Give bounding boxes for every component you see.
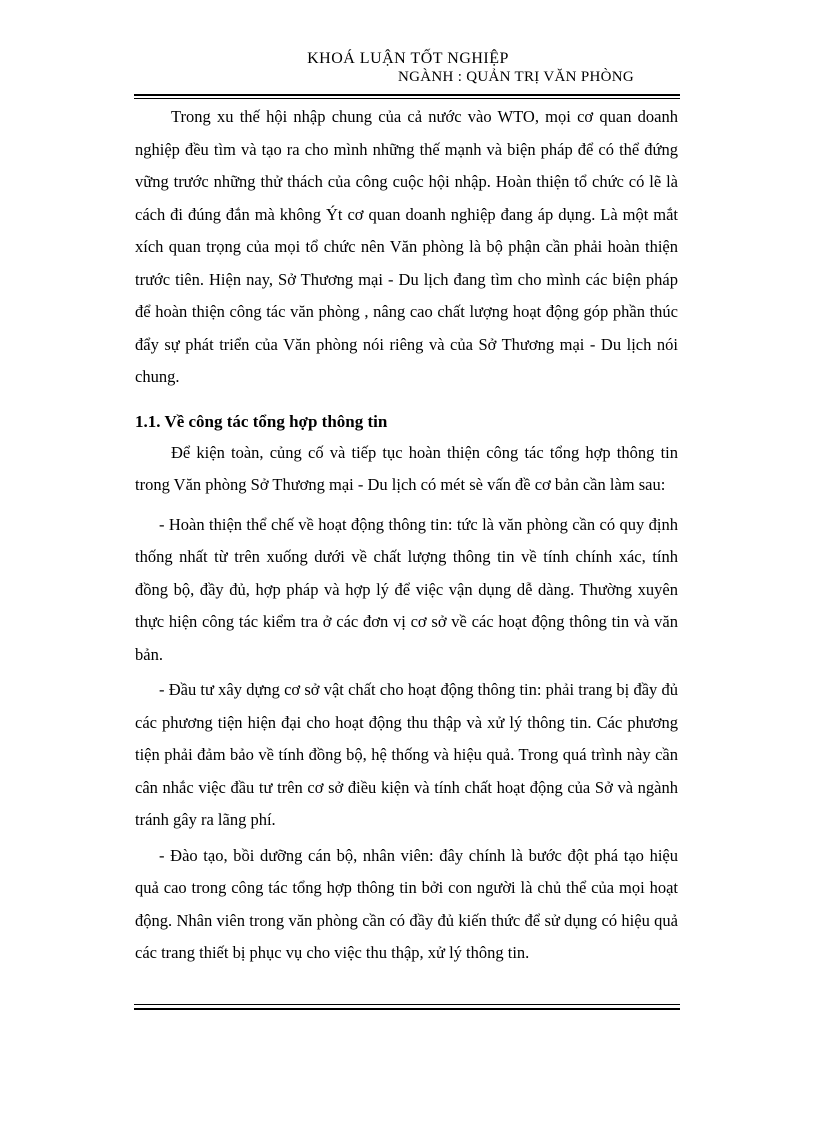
header-rule-thick [134, 94, 680, 96]
intro-paragraph: Trong xu thế hội nhập chung của cả nước vào WTO, mọi cơ quan doanh nghiệp đều tìm và tạo ra cho mình những thế mạnh và biện pháp để có thể đứng vững trước những thử thách của công cuộc hội nhập. Hoàn thiện tổ chức có lẽ là cách đi đúng đắn mà không Ýt cơ quan doanh nghiệp đang áp dụng. Là một mắt xích quan trọng của mọi tổ chức nên Văn phòng là bộ phận cần phải hoàn thiện trước tiên. Hiện nay, Sở Thương mại - Du lịch đang tìm cho mình các biện pháp để hoàn thiện công tác văn phòng , nâng cao chất lượng hoạt động góp phần thúc đẩy sự phát triển của Văn phòng nói riêng và của Sở Thương mại - Du lịch nói chung. [135, 107, 678, 386]
header-subtitle: NGÀNH : QUẢN TRỊ VĂN PHÒNG [398, 69, 635, 85]
header-rule-thin [134, 98, 680, 99]
footer-rule-thick [134, 1008, 680, 1010]
bullet-paragraph: - Hoàn thiện thể chế về hoạt động thông tin: tức là văn phòng cần có quy định thống nhất từ trên xuống dưới về chất lượng thông tin về tính chính xác, tính đồng bộ, đầy đủ, hợp pháp và hợp lý để việc vận dụng dễ dàng. Thường xuyên thực hiện công tác kiểm tra ở các đơn vị cơ sở về các hoạt động thông tin và văn bản. [135, 514, 678, 664]
header-title: KHOÁ LUẬN TỐT NGHIỆP [307, 50, 509, 67]
section-lead-paragraph: Để kiện toàn, củng cố và tiếp tục hoàn thiện công tác tổng hợp thông tin trong Văn phòng Sở Thương mại - Du lịch có mét sè vấn đề cơ bản cần làm sau: [135, 442, 678, 494]
footer-rule-thin [134, 1004, 680, 1005]
bullet-paragraph: - Đầu tư xây dựng cơ sở vật chất cho hoạt động thông tin: phải trang bị đầy đủ các phương tiện hiện đại cho hoạt động thu thập và xử lý thông tin. Các phương tiện phải đảm bảo về tính đồng bộ, hệ thống và hiệu quả. Trong quá trình này cần cân nhắc việc đầu tư trên cơ sở điều kiện và tính chất hoạt động của Sở và ngành tránh gây ra lãng phí. [135, 680, 678, 829]
body-text [135, 101, 678, 973]
section-heading: 1.1. Về công tác tổng hợp thông tin [135, 411, 388, 431]
bullet-paragraph: - Đào tạo, bồi dưỡng cán bộ, nhân viên: đây chính là bước đột phá tạo hiệu quả cao trong công tác tổng hợp thông tin bởi con người là chủ thể của mọi hoạt động. Nhân viên trong văn phòng cần có đầy đủ kiến thức để sử dụng có hiệu quả các trang thiết bị phục vụ cho việc thu thập, xử lý thông tin. [135, 845, 678, 962]
